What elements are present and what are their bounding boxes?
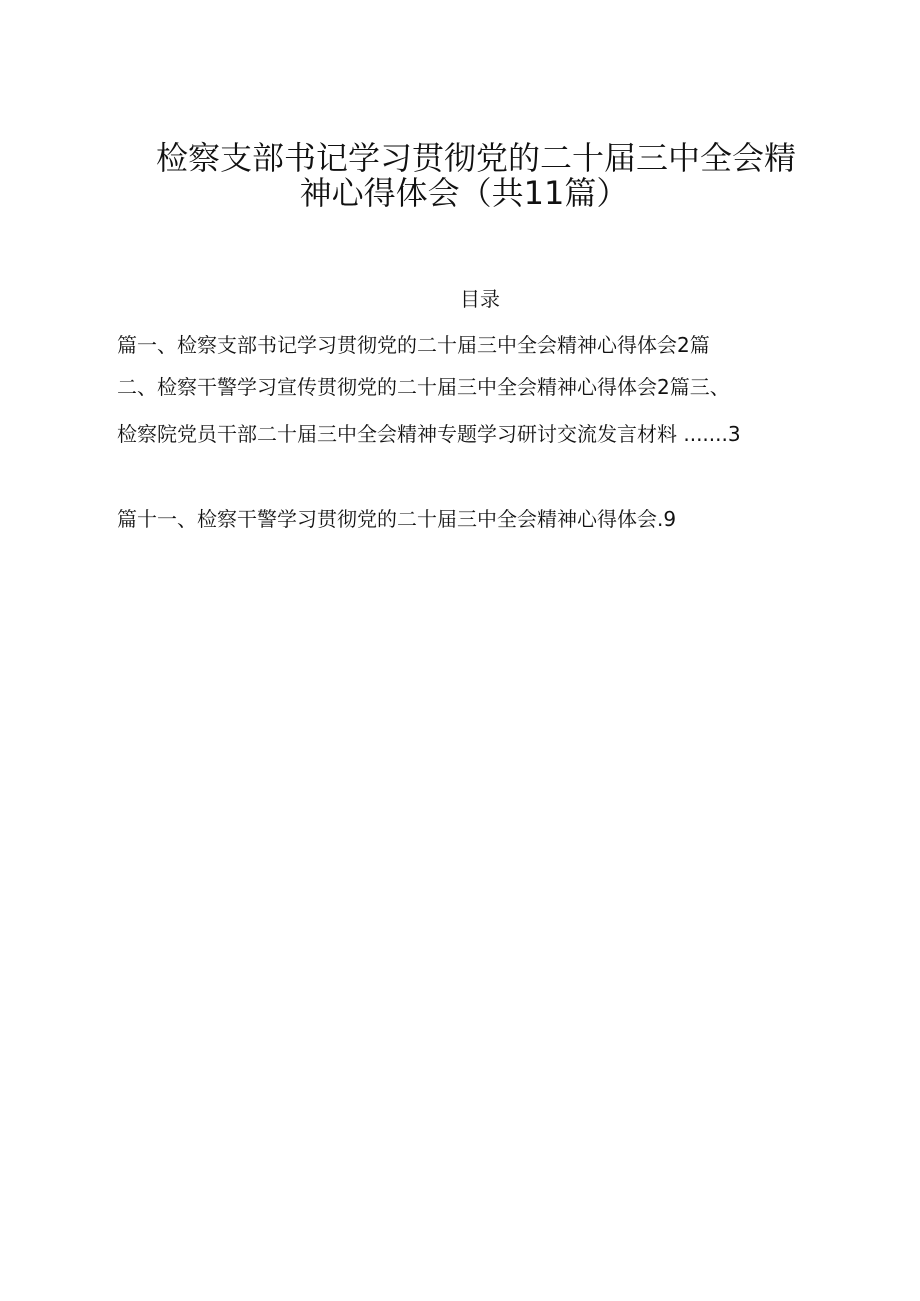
- document-title-line-1: 检察支部书记学习贯彻党的二十届三中全会精: [155, 139, 796, 177]
- toc-entry-3[interactable]: 检察院党员干部二十届三中全会精神专题学习研讨交流发言材料 .......3: [117, 422, 741, 446]
- toc-entry-11[interactable]: 篇十一、检察干警学习贯彻党的二十届三中全会精神心得体会.9: [117, 507, 677, 531]
- toc-entry-2[interactable]: 二、检察干警学习宣传贯彻党的二十届三中全会精神心得体会2篇三、: [117, 375, 730, 399]
- toc-heading: 目录: [460, 287, 500, 311]
- document-title-line-2: 神心得体会（共11篇）: [299, 174, 629, 212]
- toc-entry-1[interactable]: 篇一、检察支部书记学习贯彻党的二十届三中全会精神心得体会2篇: [117, 333, 710, 357]
